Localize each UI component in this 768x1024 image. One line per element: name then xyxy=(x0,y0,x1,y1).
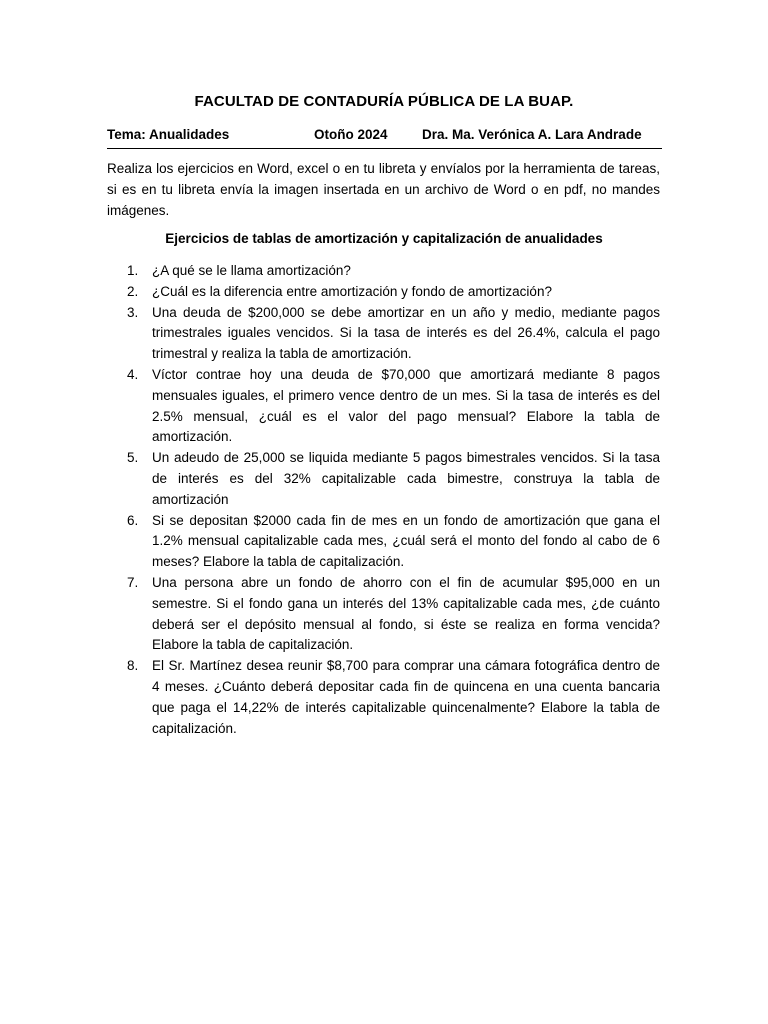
exercise-number: 5. xyxy=(127,450,139,466)
header-topic: Tema: Anualidades xyxy=(107,127,230,142)
document-title: FACULTAD DE CONTADURÍA PÚBLICA DE LA BUAP. xyxy=(194,93,574,110)
exercise-number: 6. xyxy=(127,512,139,528)
exercise-number: 8. xyxy=(127,658,139,674)
exercise-text: Víctor contrae hoy una deuda de $70,000 que amortizará mediante 8 pagos mensuales iguales, el primero vence dentro de un mes. Si la tasa de interés es del 2.5% mensual, ¿cuál es el valor del pago mensual? Elabore la tabla de amortización. xyxy=(152,366,660,445)
document-header xyxy=(107,127,662,147)
exercise-item xyxy=(107,282,660,303)
exercise-item xyxy=(107,365,660,448)
exercise-number: 7. xyxy=(127,574,139,590)
exercise-item xyxy=(107,573,660,656)
exercise-text: Un adeudo de 25,000 se liquida mediante 5 pagos bimestrales vencidos. Si la tasa de interés es del 32% capitalizable cada bimestre, construya la tabla de amortización xyxy=(152,450,660,507)
exercise-number: 4. xyxy=(127,366,139,382)
exercise-item xyxy=(107,656,660,739)
exercise-text: Si se depositan $2000 cada fin de mes en un fondo de amortización que gana el 1.2% mensual capitalizable cada mes, ¿cuál será el monto del fondo al cabo de 6 meses? Elabore la tabla de capitalización. xyxy=(152,512,660,570)
header-term: Otoño 2024 xyxy=(314,127,388,142)
section-title: Ejercicios de tablas de amortización y capitalización de anualidades xyxy=(165,231,603,246)
header-divider xyxy=(107,148,662,149)
exercise-number: 3. xyxy=(127,304,139,320)
exercise-item xyxy=(107,261,660,282)
exercise-text: ¿A qué se le llama amortización? xyxy=(152,263,351,278)
exercise-item xyxy=(107,303,660,365)
header-author: Dra. Ma. Verónica A. Lara Andrade xyxy=(422,127,642,142)
exercise-text: Una persona abre un fondo de ahorro con el fin de acumular $95,000 en un semestre. Si el fondo gana un interés del 13% capitalizable cada mes, ¿de cuánto deberá ser el depósito mensual al fondo, si éste se realiza en forma vencida? Elabore la tabla de capitalización. xyxy=(152,574,660,653)
exercise-number: 1. xyxy=(127,263,139,278)
exercise-text: ¿Cuál es la diferencia entre amortización y fondo de amortización? xyxy=(152,283,552,299)
exercise-item xyxy=(107,511,660,573)
exercise-item xyxy=(107,448,660,510)
exercise-text: Una deuda de $200,000 se debe amortizar en un año y medio, mediante pagos trimestrales iguales vencidos. Si la tasa de interés es del 26.4%, calcula el pago trimestral y realiza la tabla de amortización. xyxy=(152,304,660,362)
instructions-paragraph: Realiza los ejercicios en Word, excel o en tu libreta y envíalos por la herramienta de tareas, si es en tu libreta envía la imagen insertada en un archivo de Word o en pdf, no mandes imágenes. xyxy=(107,161,660,218)
exercise-list xyxy=(107,261,660,739)
exercise-number: 2. xyxy=(127,283,139,299)
exercise-text: El Sr. Martínez desea reunir $8,700 para comprar una cámara fotográfica dentro de 4 meses. ¿Cuánto deberá depositar cada fin de quincena en una cuenta bancaria que paga el 14,22% de interés capitalizable quincenalmente? Elabore la tabla de capitalización. xyxy=(152,658,660,736)
